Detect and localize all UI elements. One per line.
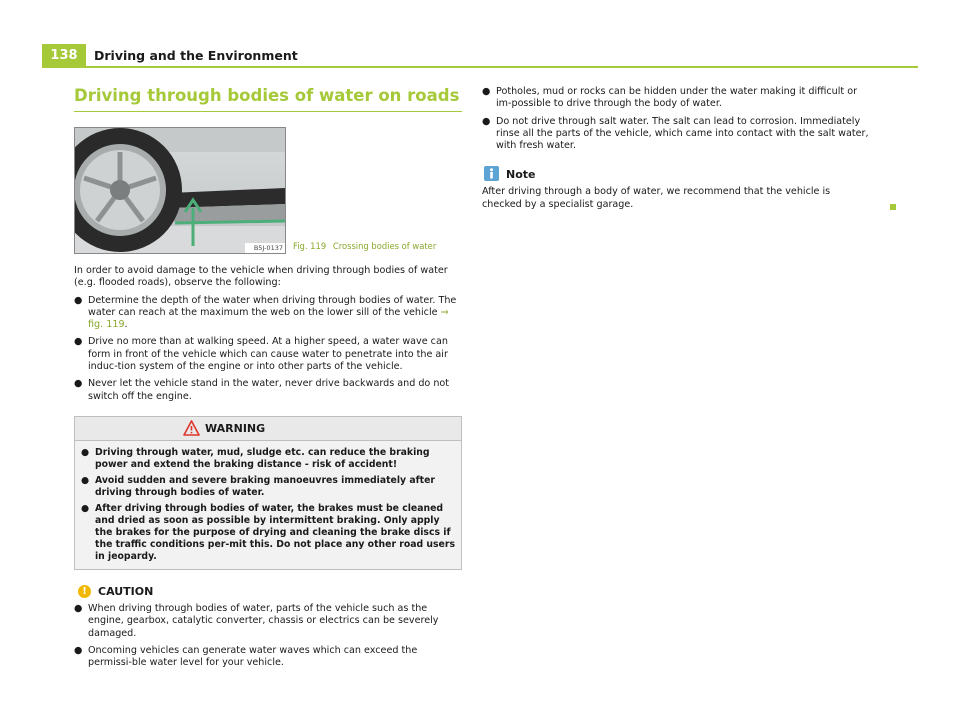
list-item-text: Drive no more than at walking speed. At a higher speed, a water wave can form in front of the vehicle which can cause water to penetrate into the air induc-tion system of the engine or into other parts of the vehicle. <box>88 336 448 373</box>
figure-row <box>74 127 462 253</box>
figure-caption <box>293 241 436 251</box>
note-body-wrap <box>482 186 870 211</box>
section-title: Driving through bodies of water on roads <box>74 84 462 112</box>
warning-item <box>81 447 455 471</box>
right-column <box>482 84 870 211</box>
figure-code: B5J-0137 <box>253 244 283 252</box>
caution-item <box>74 603 462 640</box>
list-item <box>482 86 870 111</box>
bullet-dot: ● <box>74 294 83 306</box>
list-item <box>74 336 462 373</box>
list-item-text: Potholes, mud or rocks can be hidden under the water making it difficult or im-possible to drive through the body of water. <box>496 86 858 110</box>
intro-paragraph: In order to avoid damage to the vehicle when driving through bodies of water (e.g. flooded roads), observe the following: <box>74 265 448 289</box>
page-number: 138 <box>42 44 86 68</box>
section-end-mark <box>890 204 896 210</box>
bullet-dot: ● <box>74 602 83 614</box>
warning-item <box>81 503 455 563</box>
bullet-dot: ● <box>81 446 90 458</box>
list-item <box>74 378 462 403</box>
caution-icon: ! <box>78 585 91 598</box>
caution-item-text: Oncoming vehicles can generate water waves which can exceed the permissi-ble water level for your vehicle. <box>88 644 418 669</box>
warning-title: WARNING <box>205 421 266 435</box>
figure-illustration <box>74 127 286 254</box>
bullet-dot: ● <box>74 336 83 348</box>
warning-item-text: After driving through bodies of water, the brakes must be cleaned and dried as soon as possible by intermittent braking. Only apply the brakes for the purpose of drying and cleaning the brake discs if the traffic conditions per-mit this. Do not place any other road users in jeopardy. <box>95 502 455 562</box>
warning-body <box>75 441 461 569</box>
bullet-dot: ● <box>482 115 491 127</box>
left-column <box>74 84 462 669</box>
figure-caption-text: Crossing bodies of water <box>332 241 437 251</box>
caution-item-text: When driving through bodies of water, parts of the vehicle such as the engine, gearbox, catalytic converter, chassis or electrics can be severely damaged. <box>88 602 439 639</box>
note-header <box>482 166 870 183</box>
caution-item <box>74 645 462 670</box>
bullet-dot: ● <box>482 86 491 97</box>
list-item <box>482 116 870 153</box>
bullet-dot: ● <box>74 644 83 656</box>
header-rule <box>86 66 918 68</box>
bullet-dot: ● <box>81 474 90 486</box>
bullet-dot: ● <box>74 378 83 390</box>
vehicle-sill-illustration <box>75 128 285 253</box>
caution-title: CAUTION <box>98 584 154 598</box>
warning-item <box>81 475 455 499</box>
note-title: Note <box>506 168 536 182</box>
figure-link[interactable]: ⇒ fig. 119 <box>88 306 449 331</box>
note-text: After driving through a body of water, we recommend that the vehicle is checked by a specialist garage. <box>482 186 831 210</box>
list-item-text: Determine the depth of the water when driving through bodies of water. The water can reach at the maximum the web on the lower sill of the vehicle <box>88 294 457 318</box>
warning-box <box>74 416 462 570</box>
warning-item-text: Avoid sudden and severe braking manoeuvres immediately after driving through bodies of water. <box>95 474 435 498</box>
caution-header <box>74 584 462 600</box>
page-header <box>42 44 918 68</box>
warning-triangle-icon <box>183 420 200 436</box>
list-item: ● Determine the depth of the water when driving through bodies of water. The water can reach at the maximum the web on the lower sill of the vehicle ⇒ fig. 119. <box>74 294 457 331</box>
caution-body <box>74 603 462 669</box>
chapter-title: Driving and the Environment <box>94 48 298 63</box>
warning-item-text: Driving through water, mud, sludge etc. can reduce the braking power and extend the braking distance - risk of accident! <box>95 446 430 470</box>
figure-label: Fig. 119 <box>293 241 327 251</box>
list-item-text: Never let the vehicle stand in the water, never drive backwards and do not switch off the engine. <box>88 378 450 402</box>
list-item-text: Do not drive through salt water. The salt can lead to corrosion. Immediately rinse all the parts of the vehicle, which came into contact with the salt water, with fresh water. <box>496 115 869 152</box>
info-icon <box>484 166 499 181</box>
warning-header <box>75 417 461 441</box>
bullet-dot: ● <box>81 502 90 514</box>
